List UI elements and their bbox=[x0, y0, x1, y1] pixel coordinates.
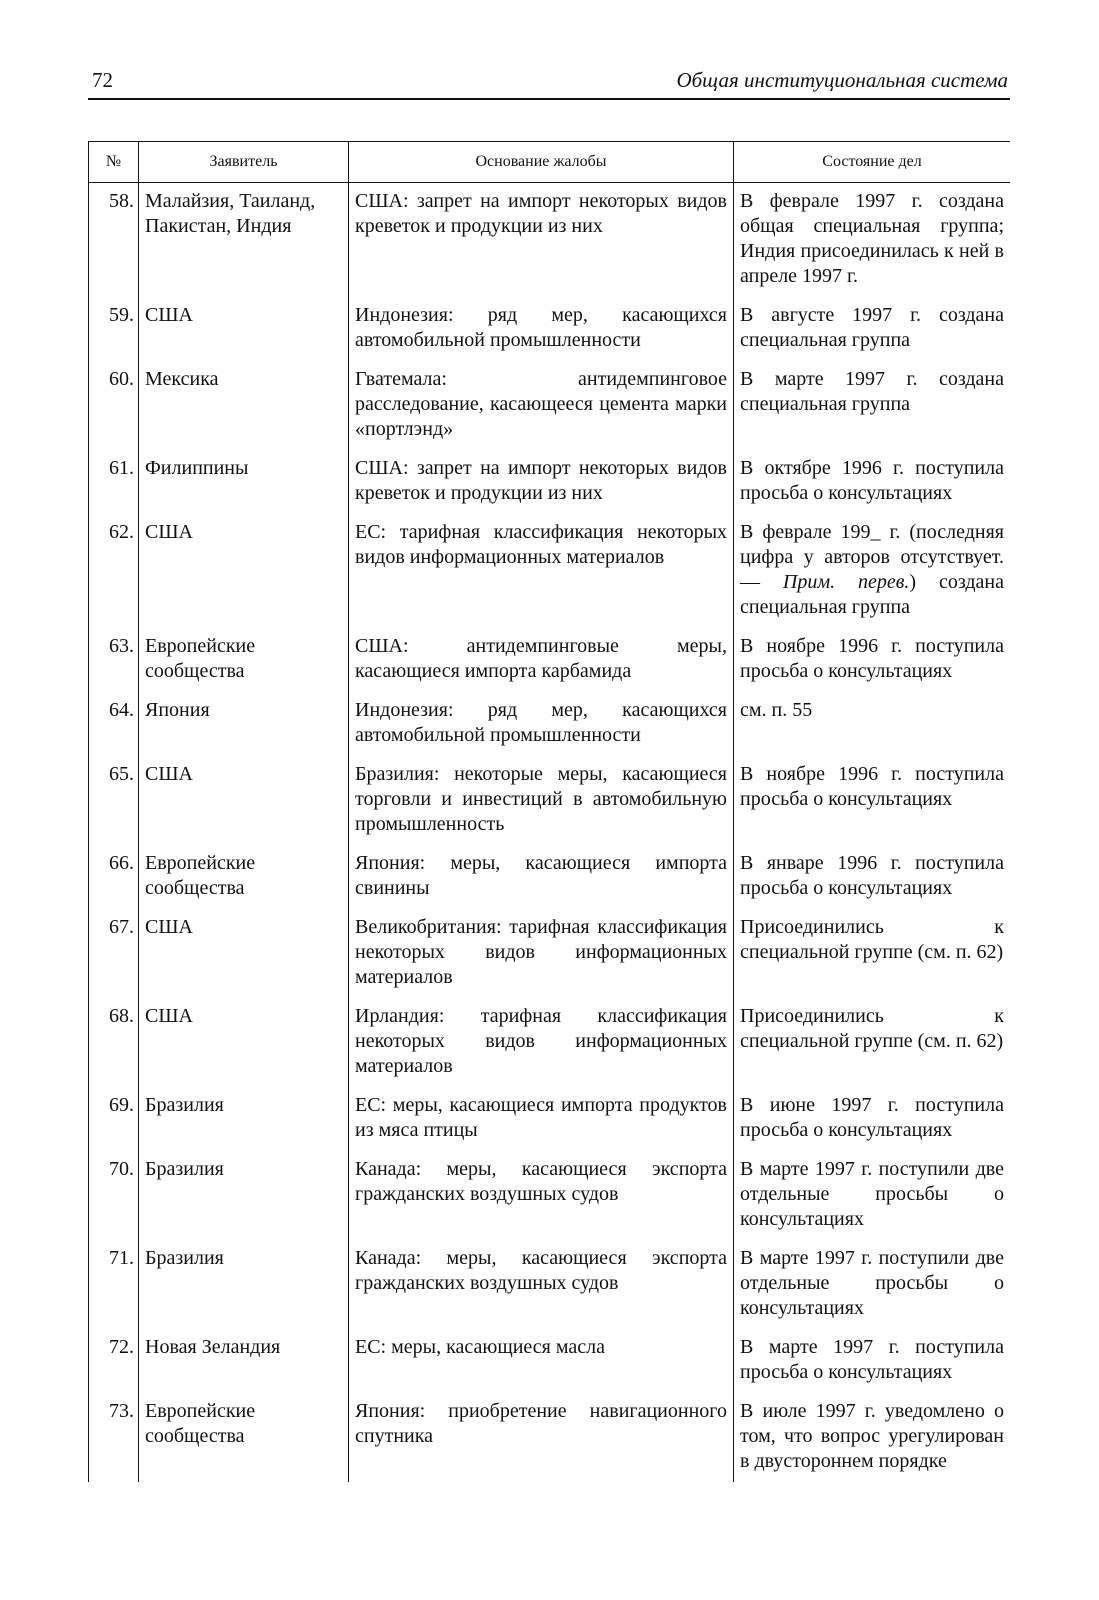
status-cell: В августе 1997 г. создана специальная группа bbox=[734, 297, 1011, 361]
table-header bbox=[89, 142, 1011, 183]
table-row bbox=[89, 450, 1011, 514]
table-row bbox=[89, 692, 1011, 756]
row-number: 65. bbox=[89, 756, 139, 845]
row-number: 72. bbox=[89, 1329, 139, 1393]
table-row bbox=[89, 297, 1011, 361]
status-cell: В июне 1997 г. поступила просьба о консультациях bbox=[734, 1087, 1011, 1151]
table-row bbox=[89, 1151, 1011, 1240]
applicant-cell: Бразилия bbox=[139, 1151, 349, 1240]
applicant-cell: США bbox=[139, 297, 349, 361]
basis-cell: Япония: меры, касающиеся импорта свинины bbox=[349, 845, 734, 909]
applicant-cell: Малайзия, Таиланд, Пакистан, Индия bbox=[139, 183, 349, 298]
status-cell: В марте 1997 г. поступили две отдельные просьбы о консультациях bbox=[734, 1240, 1011, 1329]
applicant-cell: Новая Зеландия bbox=[139, 1329, 349, 1393]
status-cell: В марте 1997 г. создана специальная группа bbox=[734, 361, 1011, 450]
applicant-cell: США bbox=[139, 998, 349, 1087]
row-number: 73. bbox=[89, 1393, 139, 1482]
status-cell: В ноябре 1996 г. поступила просьба о консультациях bbox=[734, 628, 1011, 692]
translator-note: Прим. перев. bbox=[782, 571, 910, 593]
status-cell: В феврале 1997 г. создана общая специальная группа; Индия присоединилась к ней в апреле 1997 г. bbox=[734, 183, 1011, 298]
applicant-cell: США bbox=[139, 909, 349, 998]
table-row bbox=[89, 998, 1011, 1087]
page-number: 72 bbox=[92, 68, 113, 92]
applicant-cell: Европейские сообщества bbox=[139, 628, 349, 692]
table-header-row bbox=[89, 142, 1011, 183]
basis-cell: США: антидемпинговые меры, касающиеся импорта карбамида bbox=[349, 628, 734, 692]
basis-cell: Япония: приобретение навигационного спутника bbox=[349, 1393, 734, 1482]
column-header-applicant: Заявитель bbox=[139, 142, 349, 183]
row-number: 63. bbox=[89, 628, 139, 692]
basis-cell: ЕС: тарифная классификация некоторых видов информационных материалов bbox=[349, 514, 734, 628]
row-number: 60. bbox=[89, 361, 139, 450]
basis-cell: Индонезия: ряд мер, касающихся автомобильной промышленности bbox=[349, 692, 734, 756]
applicant-cell: Бразилия bbox=[139, 1240, 349, 1329]
table-row bbox=[89, 1393, 1011, 1482]
status-cell: В ноябре 1996 г. поступила просьба о консультациях bbox=[734, 756, 1011, 845]
applicant-cell: Мексика bbox=[139, 361, 349, 450]
row-number: 70. bbox=[89, 1151, 139, 1240]
status-cell: Присоединились к специальной группе (см. п. 62) bbox=[734, 998, 1011, 1087]
row-number: 69. bbox=[89, 1087, 139, 1151]
row-number: 64. bbox=[89, 692, 139, 756]
row-number: 67. bbox=[89, 909, 139, 998]
status-cell: В октябре 1996 г. поступила просьба о консультациях bbox=[734, 450, 1011, 514]
status-text: ) создана специальная группа bbox=[740, 571, 1004, 618]
column-header-status: Состояние дел bbox=[734, 142, 1011, 183]
status-cell: см. п. 55 bbox=[734, 692, 1011, 756]
applicant-cell: Европейские сообщества bbox=[139, 845, 349, 909]
row-number: 61. bbox=[89, 450, 139, 514]
status-cell bbox=[734, 514, 1011, 628]
table-row bbox=[89, 628, 1011, 692]
status-cell: В марте 1997 г. поступили две отдельные просьбы о консультациях bbox=[734, 1151, 1011, 1240]
table-row bbox=[89, 1087, 1011, 1151]
status-cell: Присоединились к специальной группе (см. п. 62) bbox=[734, 909, 1011, 998]
applicant-cell: Бразилия bbox=[139, 1087, 349, 1151]
applicant-cell: США bbox=[139, 514, 349, 628]
basis-cell: Индонезия: ряд мер, касающихся автомобильной промышленности bbox=[349, 297, 734, 361]
column-header-basis: Основание жалобы bbox=[349, 142, 734, 183]
table-row bbox=[89, 756, 1011, 845]
table-row bbox=[89, 1240, 1011, 1329]
status-text: В феврале 199_ г. (последняя цифра у авторов отсутствует. — bbox=[740, 521, 1004, 593]
row-number: 71. bbox=[89, 1240, 139, 1329]
status-cell: В июле 1997 г. уведомлено о том, что вопрос урегулирован в двустороннем порядке bbox=[734, 1393, 1011, 1482]
row-number: 66. bbox=[89, 845, 139, 909]
table-body bbox=[89, 183, 1011, 1483]
basis-cell: ЕС: меры, касающиеся масла bbox=[349, 1329, 734, 1393]
basis-cell: Гватемала: антидемпинговое расследование, касающееся цемента марки «портлэнд» bbox=[349, 361, 734, 450]
row-number: 58. bbox=[89, 183, 139, 298]
basis-cell: Канада: меры, касающиеся экспорта гражданских воздушных судов bbox=[349, 1240, 734, 1329]
row-number: 59. bbox=[89, 297, 139, 361]
page-header bbox=[88, 62, 1010, 100]
basis-cell: ЕС: меры, касающиеся импорта продуктов из мяса птицы bbox=[349, 1087, 734, 1151]
basis-cell: США: запрет на импорт некоторых видов креветок и продукции из них bbox=[349, 183, 734, 298]
table-row bbox=[89, 909, 1011, 998]
applicant-cell: Филиппины bbox=[139, 450, 349, 514]
basis-cell: Ирландия: тарифная классификация некоторых видов информационных материалов bbox=[349, 998, 734, 1087]
row-number: 68. bbox=[89, 998, 139, 1087]
status-cell: В январе 1996 г. поступила просьба о консультациях bbox=[734, 845, 1011, 909]
running-title: Общая институциональная система bbox=[676, 68, 1008, 92]
basis-cell: США: запрет на импорт некоторых видов креветок и продукции из них bbox=[349, 450, 734, 514]
applicant-cell: Европейские сообщества bbox=[139, 1393, 349, 1482]
status-cell: В марте 1997 г. поступила просьба о консультациях bbox=[734, 1329, 1011, 1393]
basis-cell: Канада: меры, касающиеся экспорта гражданских воздушных судов bbox=[349, 1151, 734, 1240]
disputes-table bbox=[88, 141, 1010, 1482]
table-row bbox=[89, 1329, 1011, 1393]
disputes-table-container bbox=[88, 141, 1010, 1567]
table-row bbox=[89, 361, 1011, 450]
applicant-cell: Япония bbox=[139, 692, 349, 756]
table-row bbox=[89, 514, 1011, 628]
table-row bbox=[89, 183, 1011, 298]
row-number: 62. bbox=[89, 514, 139, 628]
table-row bbox=[89, 845, 1011, 909]
basis-cell: Великобритания: тарифная классификация некоторых видов информационных материалов bbox=[349, 909, 734, 998]
column-header-number: № bbox=[89, 142, 139, 183]
applicant-cell: США bbox=[139, 756, 349, 845]
basis-cell: Бразилия: некоторые меры, касающиеся торговли и инвестиций в автомобильную промышленность bbox=[349, 756, 734, 845]
